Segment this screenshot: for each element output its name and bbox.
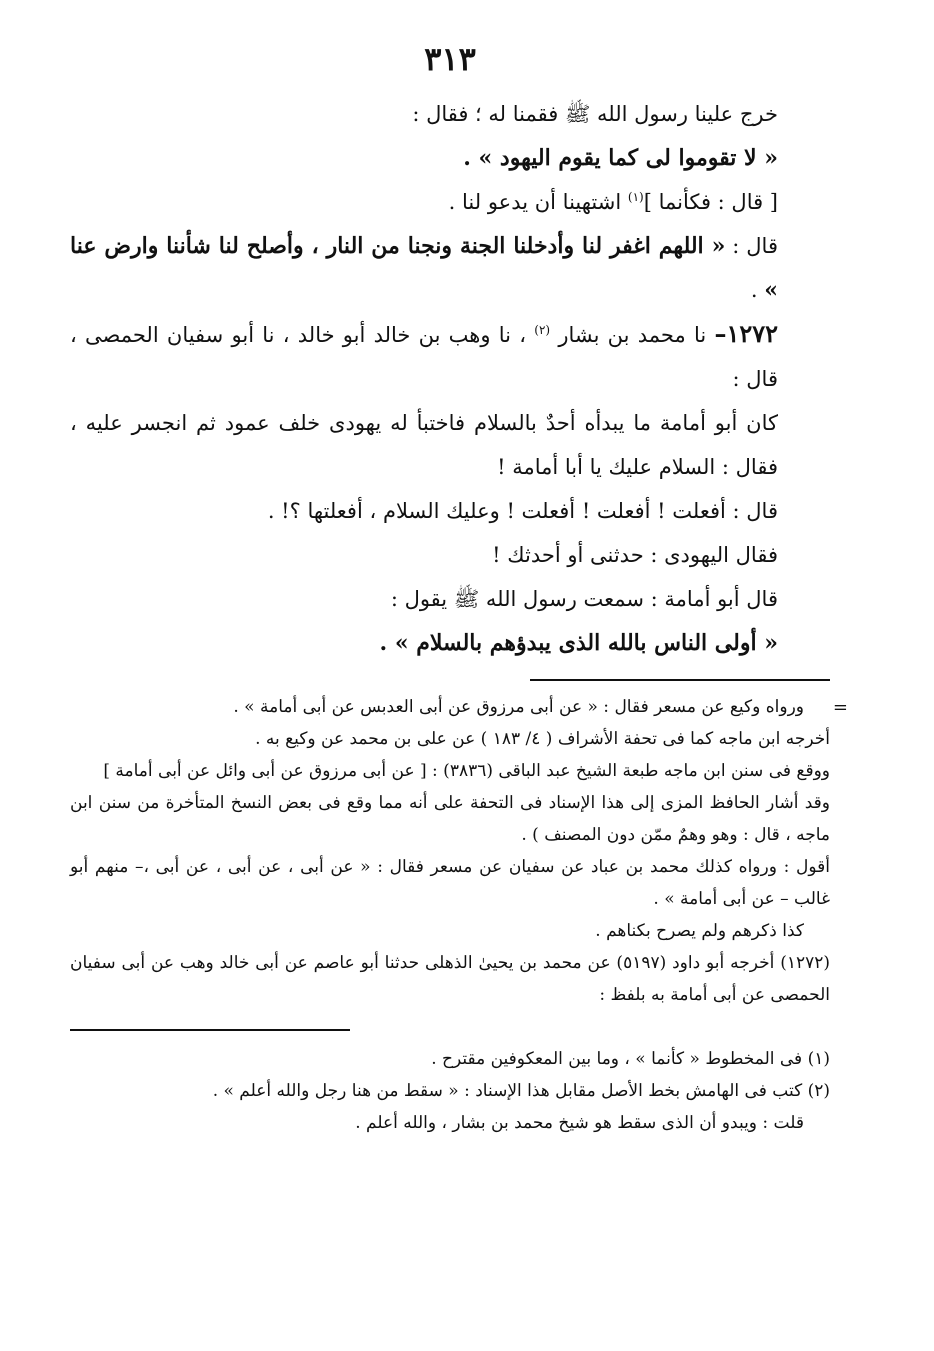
main-text xyxy=(70,92,830,665)
hadith-1272-chain xyxy=(70,312,830,401)
hadith-quote-2: « اللهم اغفر لنا وأدخلنا الجنة ونجنا من النار ، وأصلح لنا شأننا وارض عنا » xyxy=(70,233,778,303)
footnote-ref-2: (٢) xyxy=(534,323,551,337)
continuation-mark: = xyxy=(832,697,848,718)
paragraph-1: خرج علينا رسول الله ﷺ فقمنا له ؛ فقال : xyxy=(412,102,778,126)
paragraph-3 xyxy=(70,180,830,224)
note-line-4: وقد أشار الحافظ المزى إلى هذا الإسناد فى التحفة على أنه مما وقع فى بعض النسخ المتأخرة من سنن ابن ماجه ، قال : وهو وهمٌ ممّن دون المصنف ) . xyxy=(70,793,830,845)
hadith-number: ١٢٧٢– xyxy=(714,319,778,348)
footnote-1: (١) فى المخطوط « كأنما » ، وما بين المعكوفين مقترح . xyxy=(431,1049,830,1069)
chain-part-1: نا محمد بن بشار xyxy=(550,323,715,347)
footnote-2: (٢) كتب فى الهامش بخط الأصل مقابل هذا الإسناد : « سقط من هنا رجل والله أعلم » . xyxy=(212,1081,830,1101)
note-line-7: (١٢٧٢) أخرجه أبو داود (٥١٩٧) عن محمد بن يحيىٰ الذهلى حدثنا أبو عاصم عن أبى خالد وهب عن أبى سفيان الحمصى عن أبى أمامة به بلفظ : xyxy=(70,953,830,1005)
paragraph-4-lead: قال : xyxy=(725,234,778,258)
paragraph-7: قال : أفعلت ! أفعلت ! أفعلت ! وعليك السلام ، أفعلتها ؟! . xyxy=(267,499,778,523)
paragraph-4 xyxy=(70,224,830,312)
note-line-5: أقول : ورواه كذلك محمد بن عباد عن سفيان عن مسعر فقال : « عن أبى ، عن أبى ، عن أبى ،– منهم أبو غالب – عن أبى أمامة » . xyxy=(70,857,830,909)
hadith-quote-3: « أولى الناس بالله الذى يبدؤهم بالسلام » . xyxy=(379,630,778,656)
paragraph-9: قال أبو أمامة : سمعت رسول الله ﷺ يقول : xyxy=(390,587,778,611)
bracketed-text: [ قال : فكأنما ] xyxy=(643,190,778,214)
paragraph-3-rest: اشتهينا أن يدعو لنا . xyxy=(448,190,628,214)
paragraph-4-end: . xyxy=(750,278,765,302)
note-line-6: كذا ذكرهم ولم يصرح بكناهم . xyxy=(595,921,804,941)
note-line-1: ورواه وكيع عن مسعر فقال : « عن أبى مرزوق عن أبى العدبس عن أبى أمامة » . xyxy=(233,697,804,717)
footnote-ref-1: (١) xyxy=(627,190,644,204)
footnotes xyxy=(70,1043,830,1139)
commentary-notes xyxy=(70,691,848,1011)
note-line-2: أخرجه ابن ماجه كما فى تحفة الأشراف ( ٤/ ١٨٣ ) عن على بن محمد عن وكيع به . xyxy=(255,729,830,749)
book-page xyxy=(70,40,848,1139)
footnote-2-continuation: قلت : ويبدو أن الذى سقط هو شيخ محمد بن بشار ، والله أعلم . xyxy=(355,1113,804,1133)
page-number: ٣١٣ xyxy=(424,40,476,78)
notes-divider xyxy=(530,679,830,681)
footnotes-divider xyxy=(70,1029,350,1031)
chain-part-2: ، نا وهب بن خالد أبو خالد ، نا أبو سفيان الحمصى ، قال : xyxy=(70,323,778,391)
paragraph-6: كان أبو أمامة ما يبدأه أحدٌ بالسلام فاختبأ له يهودى خلف عمود ثم انجسر عليه ، فقال : السلام عليك يا أبا أمامة ! xyxy=(70,411,778,479)
hadith-quote-1: « لا تقوموا لى كما يقوم اليهود » . xyxy=(463,145,778,171)
paragraph-8: فقال اليهودى : حدثنى أو أحدثك ! xyxy=(492,543,778,567)
note-line-3: ووقع فى سنن ابن ماجه طبعة الشيخ عبد الباقى (٣٨٣٦) : [ عن أبى مرزوق عن أبى وائل عن أبى أمامة ] xyxy=(103,761,830,781)
